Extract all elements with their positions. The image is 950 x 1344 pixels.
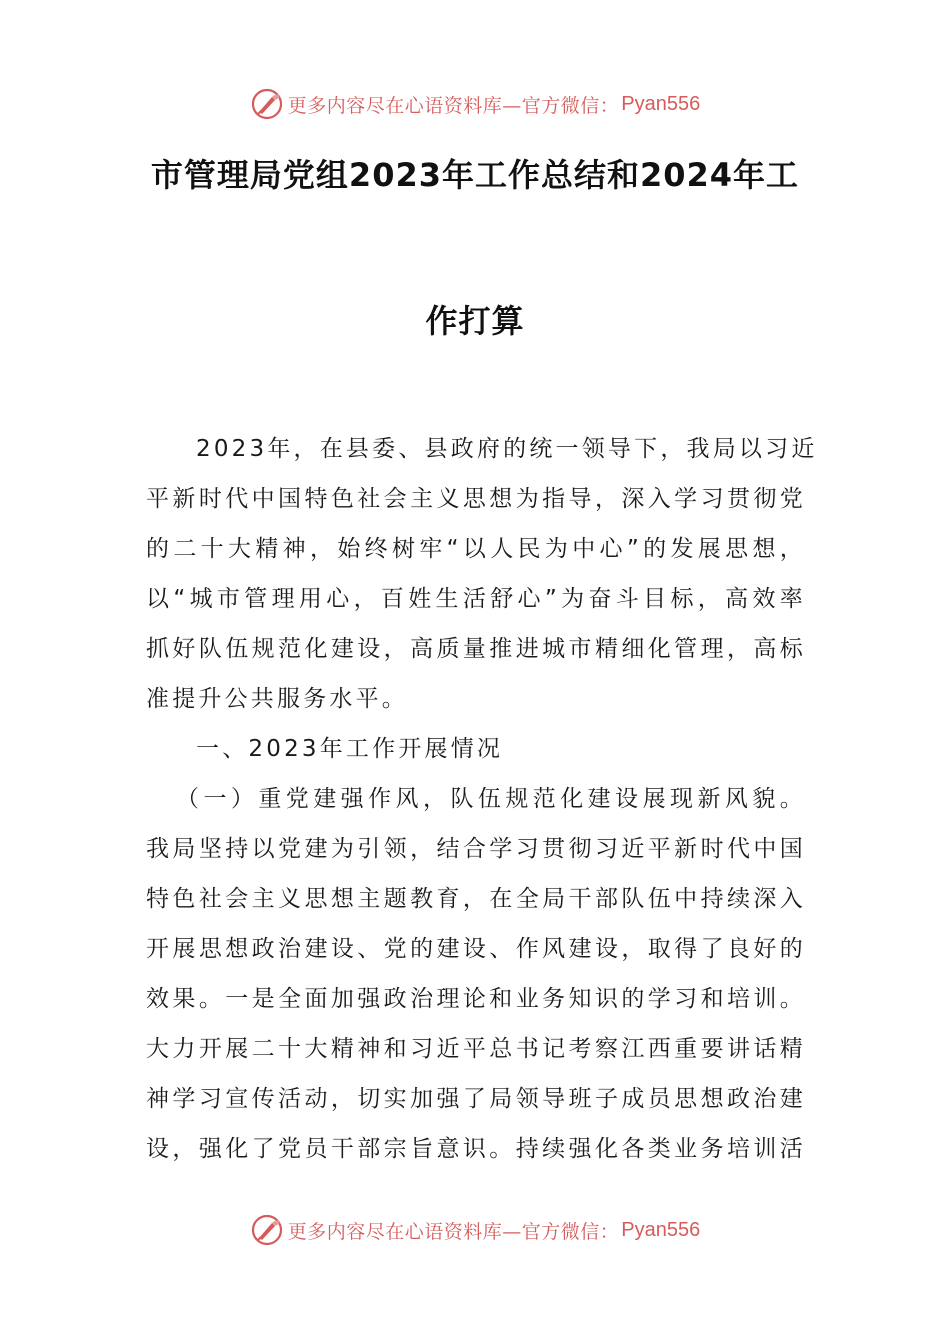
body-line: 准提升公共服务水平。 [146, 686, 408, 712]
body-line: 抓好队伍规范化建设，高质量推进城市精细化管理，高标 [146, 636, 806, 662]
document-title-line-1: 市管理局党组2023年工作总结和2024年工 [150, 156, 800, 194]
body-line: 平新时代中国特色社会主义思想为指导，深入学习贯彻党 [146, 486, 806, 512]
quill-logo-icon [250, 1213, 284, 1247]
body-line: 设，强化了党员干部宗旨意识。持续强化各类业务培训活 [146, 1136, 806, 1162]
watermark-wechat-id: Pyan556 [621, 1218, 701, 1241]
quill-logo-icon [250, 87, 284, 121]
body-line: 神学习宣传活动，切实加强了局领导班子成员思想政治建 [146, 1086, 806, 1112]
body-line: 特色社会主义思想主题教育，在全局干部队伍中持续深入 [146, 886, 806, 912]
watermark-banner-bottom [0, 1208, 950, 1252]
document-title-line-2: 作打算 [425, 302, 525, 340]
body-line: 2023年，在县委、县政府的统一领导下，我局以习近 [196, 436, 818, 462]
watermark-text: 更多内容尽在心语资料库—官方微信： [287, 1220, 620, 1243]
body-line: 的二十大精神，始终树牢“以人民为中心”的发展思想， [146, 536, 806, 562]
document-body [146, 424, 818, 1174]
subsection-heading: （一）重党建强作风，队伍规范化建设展现新风貌。 [176, 786, 806, 812]
body-line: 效果。一是全面加强政治理论和业务知识的学习和培训。 [146, 986, 806, 1012]
section-heading: 一、2023年工作开展情况 [196, 736, 504, 762]
body-line: 开展思想政治建设、党的建设、作风建设，取得了良好的 [146, 936, 806, 962]
body-line: 以“城市管理用心，百姓生活舒心”为奋斗目标，高效率 [146, 586, 806, 612]
body-line: 我局坚持以党建为引领，结合学习贯彻习近平新时代中国 [146, 836, 806, 862]
watermark-text: 更多内容尽在心语资料库—官方微信： [287, 94, 620, 117]
watermark-banner-top [0, 82, 950, 126]
body-line: 大力开展二十大精神和习近平总书记考察江西重要讲话精 [146, 1036, 806, 1062]
watermark-wechat-id: Pyan556 [621, 92, 701, 115]
